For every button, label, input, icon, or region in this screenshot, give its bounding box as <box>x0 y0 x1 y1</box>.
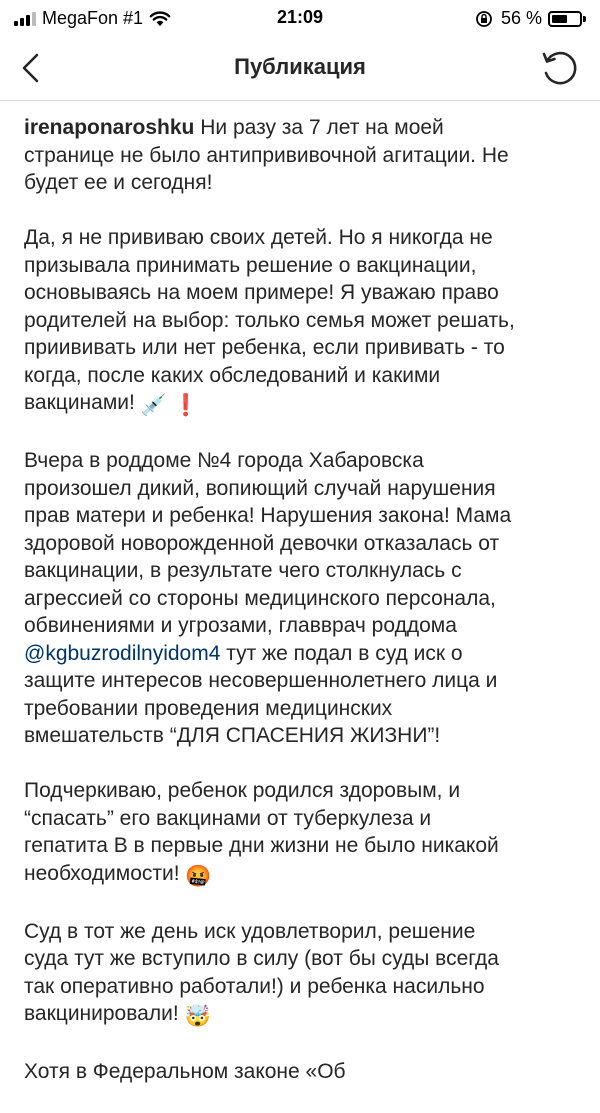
caption-paragraph-2 <box>24 224 580 420</box>
post-caption <box>24 114 580 1113</box>
nav-bar <box>0 36 600 101</box>
caption-paragraph-6 <box>24 1058 580 1086</box>
caption-paragraph-1 <box>24 114 580 197</box>
caption-text-3b: тут же подал в суд иск о защите интересов несовершеннолетнего лица и требовании проведения медицинских вмешательств “ДЛЯ СПАСЕНИЯ ЖИЗНИ”! <box>24 641 498 747</box>
syringe-emoji: 💉 <box>140 394 167 417</box>
battery-percent: 56 % <box>500 8 542 28</box>
status-right <box>475 8 586 29</box>
rotation-lock-icon <box>475 10 493 28</box>
mention-link[interactable]: @kgbuzrodilnyidom4 <box>24 641 221 665</box>
exploding-head-emoji: 🤯 <box>184 1005 211 1028</box>
status-time: 21:09 <box>276 7 324 27</box>
battery-fill <box>552 15 567 23</box>
refresh-icon <box>544 53 575 83</box>
caption-paragraph-5 <box>24 918 580 1031</box>
caption-text-1: Ни разу за 7 лет на моей странице не было антипрививочной агитации. Не будет ее и сегодня! <box>24 116 509 194</box>
caption-paragraph-3 <box>24 447 580 750</box>
caption-text-2: Да, я не прививаю своих детей. Но я никогда не призывала принимать решение о вакцинации, основываясь на моем примере! Я уважаю право родителей на выбор: только семья может решать, приививать или нет ребенка, если прививать - то когда, после каких обследований и какими вакцинами! <box>24 226 515 414</box>
angry-face-emoji: 🤬 <box>185 864 212 888</box>
carrier-name: MegaFon #1 <box>42 8 144 28</box>
exclamation-emoji: ❗ <box>172 394 199 417</box>
caption-paragraph-4 <box>24 777 580 890</box>
caption-text-3a: Вчера в роддоме №4 города Хабаровска произошел дикий, вопиющий случай нарушения прав матери и ребенка! Нарушения закона! Мама здоровой новорожденной девочки отказалась от вакцинации, в результате чего столкнулась с агрессией со стороны медицинского персонала, обвинениями и угрозами, главврач роддома <box>24 449 512 637</box>
post-username[interactable]: irenaponaroshku <box>24 116 195 139</box>
refresh-button[interactable] <box>538 46 582 90</box>
battery-tip <box>583 16 586 22</box>
battery-icon <box>548 11 582 27</box>
page-title: Публикация <box>234 54 366 79</box>
caption-text-5: Суд в тот же день иск удовлетворил, решение суда тут же вступило в силу (вот бы суды всегда так оперативно работали!) и ребенка насильно вакцинировали! <box>24 919 499 1025</box>
caption-text-6: Хотя в Федеральном законе «Об <box>24 1060 346 1083</box>
caption-text-4: Подчеркиваю, ребенок родился здоровым, и “спасать” его вакцинами от туберкулеза и гепатита В в первые дни жизни не было никакой необходимости! <box>24 779 499 885</box>
status-bar <box>0 0 600 36</box>
